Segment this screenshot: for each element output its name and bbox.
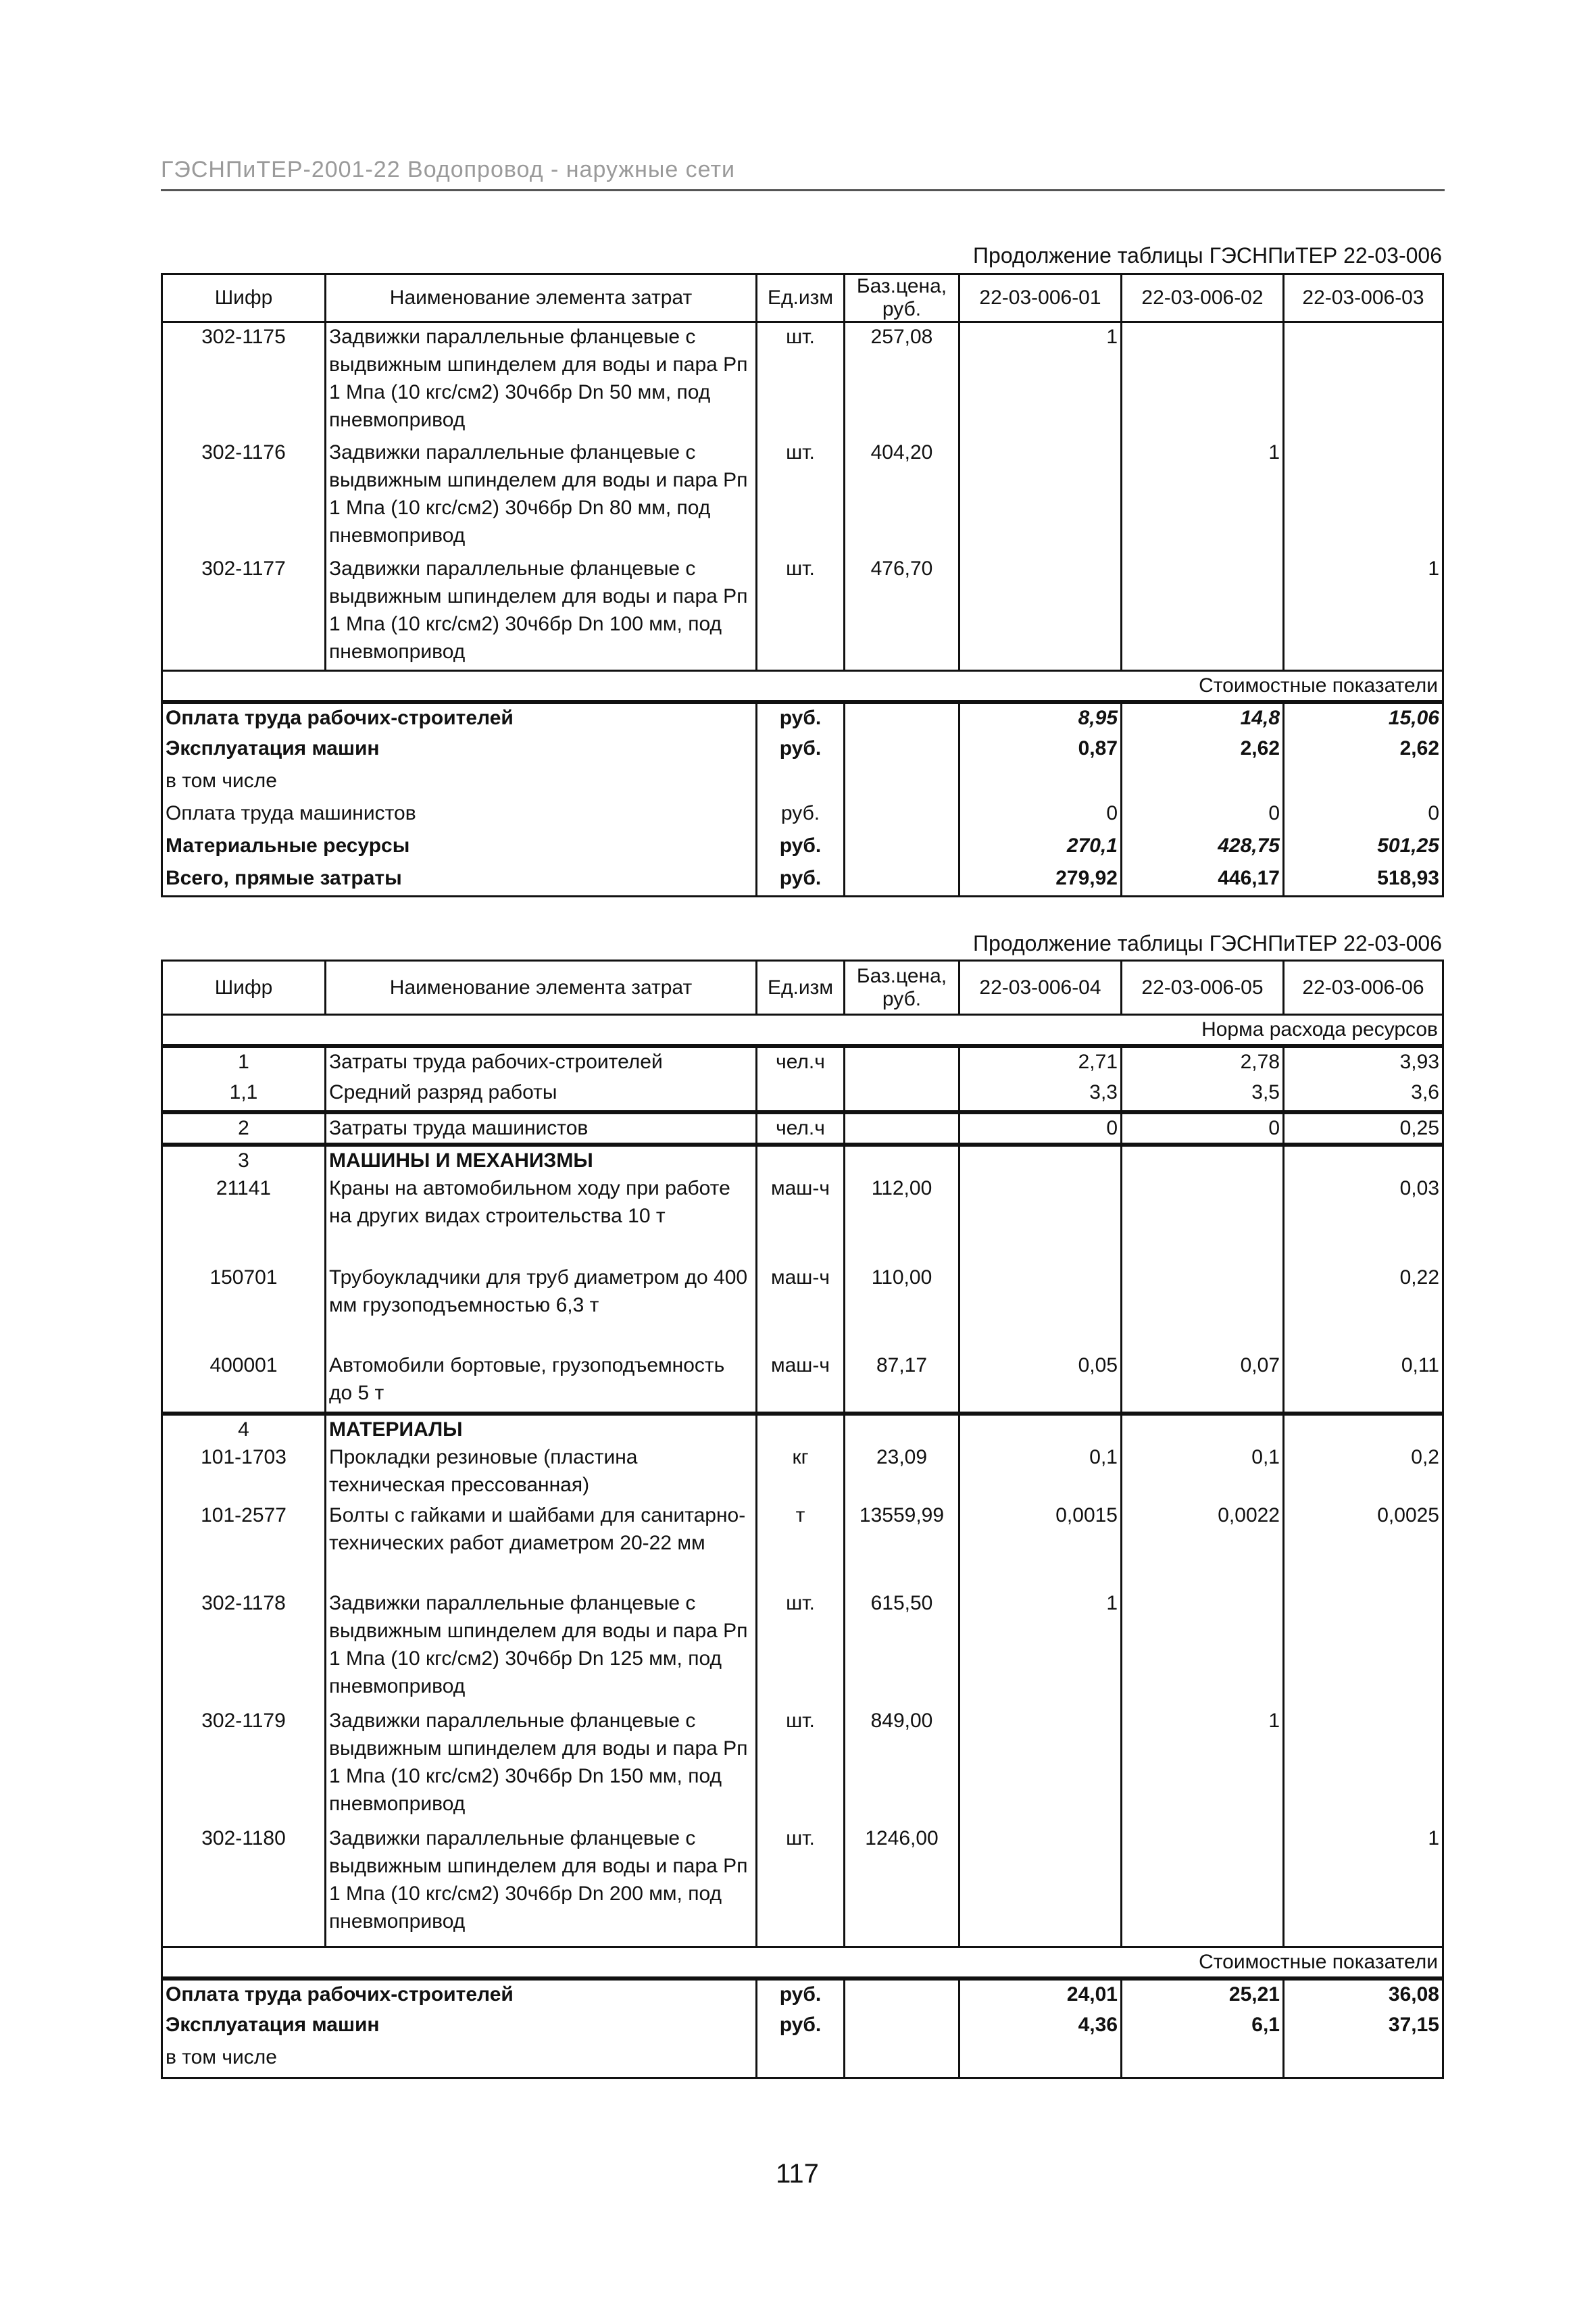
table2-header-row [162, 961, 1443, 1015]
row-price: 849,00 [845, 1707, 959, 1824]
row-value-1: 0 [959, 1112, 1122, 1145]
row-unit: кг [757, 1443, 845, 1501]
row-name: Средний разряд работы [326, 1078, 757, 1112]
row-name: Задвижки параллельные фланцевые с выдвижным шпинделем для воды и пара Рп 1 Мпа (10 кгс/см2) 30ч6бр Dn 150 мм, под пневмопривод [326, 1707, 757, 1824]
header-code: Шифр [162, 961, 326, 1015]
row-name: Задвижки параллельные фланцевые с выдвижным шпинделем для воды и пара Рп 1 Мпа (10 кгс/см2) 30ч6бр Dn 125 мм, под пневмопривод [326, 1589, 757, 1707]
cost-value-1 [959, 2043, 1122, 2078]
row-value-2: 1 [1122, 1707, 1284, 1824]
row-value-1: 0,1 [959, 1443, 1122, 1501]
cost-label: Материальные ресурсы [162, 832, 757, 864]
row-value-3: 0,25 [1284, 1112, 1443, 1145]
table-row [162, 1707, 1443, 1824]
cost-row [162, 832, 1443, 864]
row-value-1 [959, 1824, 1122, 1947]
header-unit: Ед.изм [757, 274, 845, 322]
cost-row [162, 2011, 1443, 2043]
cost-label: в том числе [162, 767, 757, 799]
row-price [845, 1112, 959, 1145]
cost-value-2: 25,21 [1122, 1978, 1284, 2011]
cost-value-2: 0 [1122, 799, 1284, 832]
row-unit: шт. [757, 1824, 845, 1947]
section-row [162, 1145, 1443, 1174]
cost-price [845, 735, 959, 767]
row-value-3: 0,2 [1284, 1443, 1443, 1501]
band-label: Стоимостные показатели [162, 671, 1443, 702]
section-title: МАШИНЫ И МЕХАНИЗМЫ [326, 1145, 757, 1174]
band-label: Норма расхода ресурсов [162, 1015, 1443, 1046]
row-price: 112,00 [845, 1174, 959, 1264]
row-value-3 [1284, 1589, 1443, 1707]
row-unit [757, 1414, 845, 1443]
table-row [162, 1501, 1443, 1589]
cost-value-3: 36,08 [1284, 1978, 1443, 2011]
cost-price [845, 1978, 959, 2011]
row-price: 110,00 [845, 1264, 959, 1351]
row-value-2 [1122, 1145, 1284, 1174]
table1-header-row [162, 274, 1443, 322]
row-value-3 [1284, 1145, 1443, 1174]
row-value-3: 0,0025 [1284, 1501, 1443, 1589]
row-unit: чел.ч [757, 1046, 845, 1078]
cost-value-1: 279,92 [959, 864, 1122, 897]
band-label: Стоимостные показатели [162, 1947, 1443, 1978]
row-value-3 [1284, 1707, 1443, 1824]
cost-unit: руб. [757, 2011, 845, 2043]
header-col1: 22-03-006-01 [959, 274, 1122, 322]
row-value-3: 1 [1284, 555, 1443, 671]
cost-row [162, 735, 1443, 767]
row-value-3: 1 [1284, 1824, 1443, 1947]
table-row [162, 1443, 1443, 1501]
row-price: 87,17 [845, 1351, 959, 1414]
row-name: Прокладки резиновые (пластина техническая прессованная) [326, 1443, 757, 1501]
row-name: Затраты труда машинистов [326, 1112, 757, 1145]
cost-value-1: 24,01 [959, 1978, 1122, 2011]
cost-row [162, 2043, 1443, 2078]
row-value-2 [1122, 322, 1284, 439]
row-value-2 [1122, 1264, 1284, 1351]
cost-value-3: 2,62 [1284, 735, 1443, 767]
row-value-2 [1122, 1824, 1284, 1947]
row-value-2 [1122, 1174, 1284, 1264]
header-name: Наименование элемента затрат [326, 961, 757, 1015]
row-name: Болты с гайками и шайбами для санитарно-технических работ диаметром 20-22 мм [326, 1501, 757, 1589]
cost-value-2: 428,75 [1122, 832, 1284, 864]
row-value-1 [959, 1145, 1122, 1174]
header-col2: 22-03-006-02 [1122, 274, 1284, 322]
table-row [162, 322, 1443, 439]
cost-price [845, 2011, 959, 2043]
row-price: 404,20 [845, 439, 959, 555]
cost-unit: руб. [757, 832, 845, 864]
header-code: Шифр [162, 274, 326, 322]
row-unit: шт. [757, 322, 845, 439]
page-number: 117 [776, 2159, 819, 2189]
cost-label: Оплата труда машинистов [162, 799, 757, 832]
cost-value-1: 4,36 [959, 2011, 1122, 2043]
cost-price [845, 832, 959, 864]
table-row [162, 555, 1443, 671]
row-price [845, 1046, 959, 1078]
row-unit: чел.ч [757, 1112, 845, 1145]
row-price [845, 1145, 959, 1174]
header-rule [161, 189, 1445, 191]
table-row [162, 1351, 1443, 1414]
cost-value-1: 0 [959, 799, 1122, 832]
row-code: 4 [162, 1414, 326, 1443]
row-value-3 [1284, 439, 1443, 555]
cost-value-3: 15,06 [1284, 702, 1443, 735]
row-value-2: 0 [1122, 1112, 1284, 1145]
row-name: Краны на автомобильном ходу при работе на других видах строительства 10 т [326, 1174, 757, 1264]
table-row [162, 439, 1443, 555]
cost-price [845, 799, 959, 832]
cost-price [845, 702, 959, 735]
row-code: 302-1176 [162, 439, 326, 555]
table2-continuation-title: Продолжение таблицы ГЭСНПиТЕР 22-03-006 [973, 931, 1442, 955]
row-unit: шт. [757, 1589, 845, 1707]
page-header: ГЭСНПиТЕР-2001-22 Водопровод - наружные сети [161, 157, 736, 182]
row-unit: т [757, 1501, 845, 1589]
band-row [162, 671, 1443, 702]
row-code: 101-2577 [162, 1501, 326, 1589]
cost-value-3: 0 [1284, 799, 1443, 832]
header-col3: 22-03-006-06 [1284, 961, 1443, 1015]
cost-label: Всего, прямые затраты [162, 864, 757, 897]
cost-unit: руб. [757, 799, 845, 832]
cost-row [162, 864, 1443, 897]
cost-value-3: 518,93 [1284, 864, 1443, 897]
cost-value-1: 270,1 [959, 832, 1122, 864]
row-code: 101-1703 [162, 1443, 326, 1501]
row-value-1: 1 [959, 322, 1122, 439]
band-row [162, 1947, 1443, 1978]
cost-value-3 [1284, 767, 1443, 799]
row-code: 3 [162, 1145, 326, 1174]
cost-row [162, 1978, 1443, 2011]
row-value-1 [959, 1414, 1122, 1443]
row-code: 302-1179 [162, 1707, 326, 1824]
row-value-1: 0,05 [959, 1351, 1122, 1414]
row-price: 257,08 [845, 322, 959, 439]
section-title: МАТЕРИАЛЫ [326, 1414, 757, 1443]
cost-row [162, 702, 1443, 735]
row-price: 23,09 [845, 1443, 959, 1501]
cost-unit: руб. [757, 702, 845, 735]
cost-value-3: 501,25 [1284, 832, 1443, 864]
row-name: Задвижки параллельные фланцевые с выдвижным шпинделем для воды и пара Рп 1 Мпа (10 кгс/см2) 30ч6бр Dn 100 мм, под пневмопривод [326, 555, 757, 671]
row-value-3: 3,6 [1284, 1078, 1443, 1112]
row-value-3 [1284, 322, 1443, 439]
row-value-1: 1 [959, 1589, 1122, 1707]
row-name: Задвижки параллельные фланцевые с выдвижным шпинделем для воды и пара Рп 1 Мпа (10 кгс/см2) 30ч6бр Dn 80 мм, под пневмопривод [326, 439, 757, 555]
cost-value-2: 6,1 [1122, 2011, 1284, 2043]
table-row [162, 1589, 1443, 1707]
cost-value-2 [1122, 767, 1284, 799]
row-value-1 [959, 1174, 1122, 1264]
row-name: Автомобили бортовые, грузоподъемность до 5 т [326, 1351, 757, 1414]
row-code: 302-1178 [162, 1589, 326, 1707]
row-value-2: 3,5 [1122, 1078, 1284, 1112]
cost-label: Эксплуатация машин [162, 735, 757, 767]
row-price [845, 1414, 959, 1443]
row-name: Задвижки параллельные фланцевые с выдвижным шпинделем для воды и пара Рп 1 Мпа (10 кгс/см2) 30ч6бр Dn 50 мм, под пневмопривод [326, 322, 757, 439]
table-row [162, 1264, 1443, 1351]
row-code: 400001 [162, 1351, 326, 1414]
cost-value-1 [959, 767, 1122, 799]
row-value-3: 3,93 [1284, 1046, 1443, 1078]
row-price: 476,70 [845, 555, 959, 671]
row-unit: шт. [757, 555, 845, 671]
row-value-1 [959, 555, 1122, 671]
row-value-2 [1122, 1414, 1284, 1443]
cost-row [162, 767, 1443, 799]
cost-label: Оплата труда рабочих-строителей [162, 1978, 757, 2011]
row-value-3: 0,03 [1284, 1174, 1443, 1264]
row-value-3: 0,11 [1284, 1351, 1443, 1414]
row-value-1 [959, 1264, 1122, 1351]
cost-value-3: 37,15 [1284, 2011, 1443, 2043]
cost-price [845, 767, 959, 799]
table-row [162, 1078, 1443, 1112]
row-unit: шт. [757, 439, 845, 555]
section-row [162, 1414, 1443, 1443]
row-value-2: 2,78 [1122, 1046, 1284, 1078]
cost-value-2: 14,8 [1122, 702, 1284, 735]
row-value-3 [1284, 1414, 1443, 1443]
header-unit: Ед.изм [757, 961, 845, 1015]
cost-unit [757, 767, 845, 799]
row-name: Задвижки параллельные фланцевые с выдвижным шпинделем для воды и пара Рп 1 Мпа (10 кгс/см2) 30ч6бр Dn 200 мм, под пневмопривод [326, 1824, 757, 1947]
row-code: 150701 [162, 1264, 326, 1351]
row-value-2: 0,0022 [1122, 1501, 1284, 1589]
row-name: Затраты труда рабочих-строителей [326, 1046, 757, 1078]
row-value-2 [1122, 555, 1284, 671]
row-price: 1246,00 [845, 1824, 959, 1947]
row-value-1: 2,71 [959, 1046, 1122, 1078]
band-row [162, 1015, 1443, 1046]
table-row [162, 1174, 1443, 1264]
cost-price [845, 864, 959, 897]
row-unit [757, 1078, 845, 1112]
header-col3: 22-03-006-03 [1284, 274, 1443, 322]
cost-unit: руб. [757, 864, 845, 897]
row-unit: маш-ч [757, 1174, 845, 1264]
row-code: 1,1 [162, 1078, 326, 1112]
row-value-1 [959, 439, 1122, 555]
row-code: 21141 [162, 1174, 326, 1264]
row-price: 615,50 [845, 1589, 959, 1707]
cost-value-3 [1284, 2043, 1443, 2078]
cost-label: Оплата труда рабочих-строителей [162, 702, 757, 735]
row-value-2 [1122, 1589, 1284, 1707]
row-value-1: 3,3 [959, 1078, 1122, 1112]
header-price: Баз.цена, руб. [845, 961, 959, 1015]
table2 [161, 960, 1444, 2079]
cost-row [162, 799, 1443, 832]
row-unit: маш-ч [757, 1264, 845, 1351]
row-value-2: 0,1 [1122, 1443, 1284, 1501]
table-row [162, 1046, 1443, 1078]
row-code: 302-1175 [162, 322, 326, 439]
cost-value-2: 446,17 [1122, 864, 1284, 897]
row-unit [757, 1145, 845, 1174]
row-code: 1 [162, 1046, 326, 1078]
row-code: 302-1180 [162, 1824, 326, 1947]
cost-price [845, 2043, 959, 2078]
row-value-1: 0,0015 [959, 1501, 1122, 1589]
row-name: Трубоукладчики для труб диаметром до 400 мм грузоподъемностью 6,3 т [326, 1264, 757, 1351]
row-code: 2 [162, 1112, 326, 1145]
header-name: Наименование элемента затрат [326, 274, 757, 322]
table1-continuation-title: Продолжение таблицы ГЭСНПиТЕР 22-03-006 [973, 243, 1442, 268]
cost-value-2 [1122, 2043, 1284, 2078]
cost-label: в том числе [162, 2043, 757, 2078]
table-row [162, 1824, 1443, 1947]
row-code: 302-1177 [162, 555, 326, 671]
row-value-2: 0,07 [1122, 1351, 1284, 1414]
header-col2: 22-03-006-05 [1122, 961, 1284, 1015]
row-unit: шт. [757, 1707, 845, 1824]
table-row [162, 1112, 1443, 1145]
cost-value-2: 2,62 [1122, 735, 1284, 767]
row-value-3: 0,22 [1284, 1264, 1443, 1351]
cost-value-1: 8,95 [959, 702, 1122, 735]
header-price: Баз.цена, руб. [845, 274, 959, 322]
cost-value-1: 0,87 [959, 735, 1122, 767]
row-price [845, 1078, 959, 1112]
cost-unit: руб. [757, 1978, 845, 2011]
row-unit: маш-ч [757, 1351, 845, 1414]
row-value-1 [959, 1707, 1122, 1824]
row-value-2: 1 [1122, 439, 1284, 555]
cost-label: Эксплуатация машин [162, 2011, 757, 2043]
row-price: 13559,99 [845, 1501, 959, 1589]
cost-unit: руб. [757, 735, 845, 767]
table1 [161, 273, 1444, 897]
cost-unit [757, 2043, 845, 2078]
header-col1: 22-03-006-04 [959, 961, 1122, 1015]
